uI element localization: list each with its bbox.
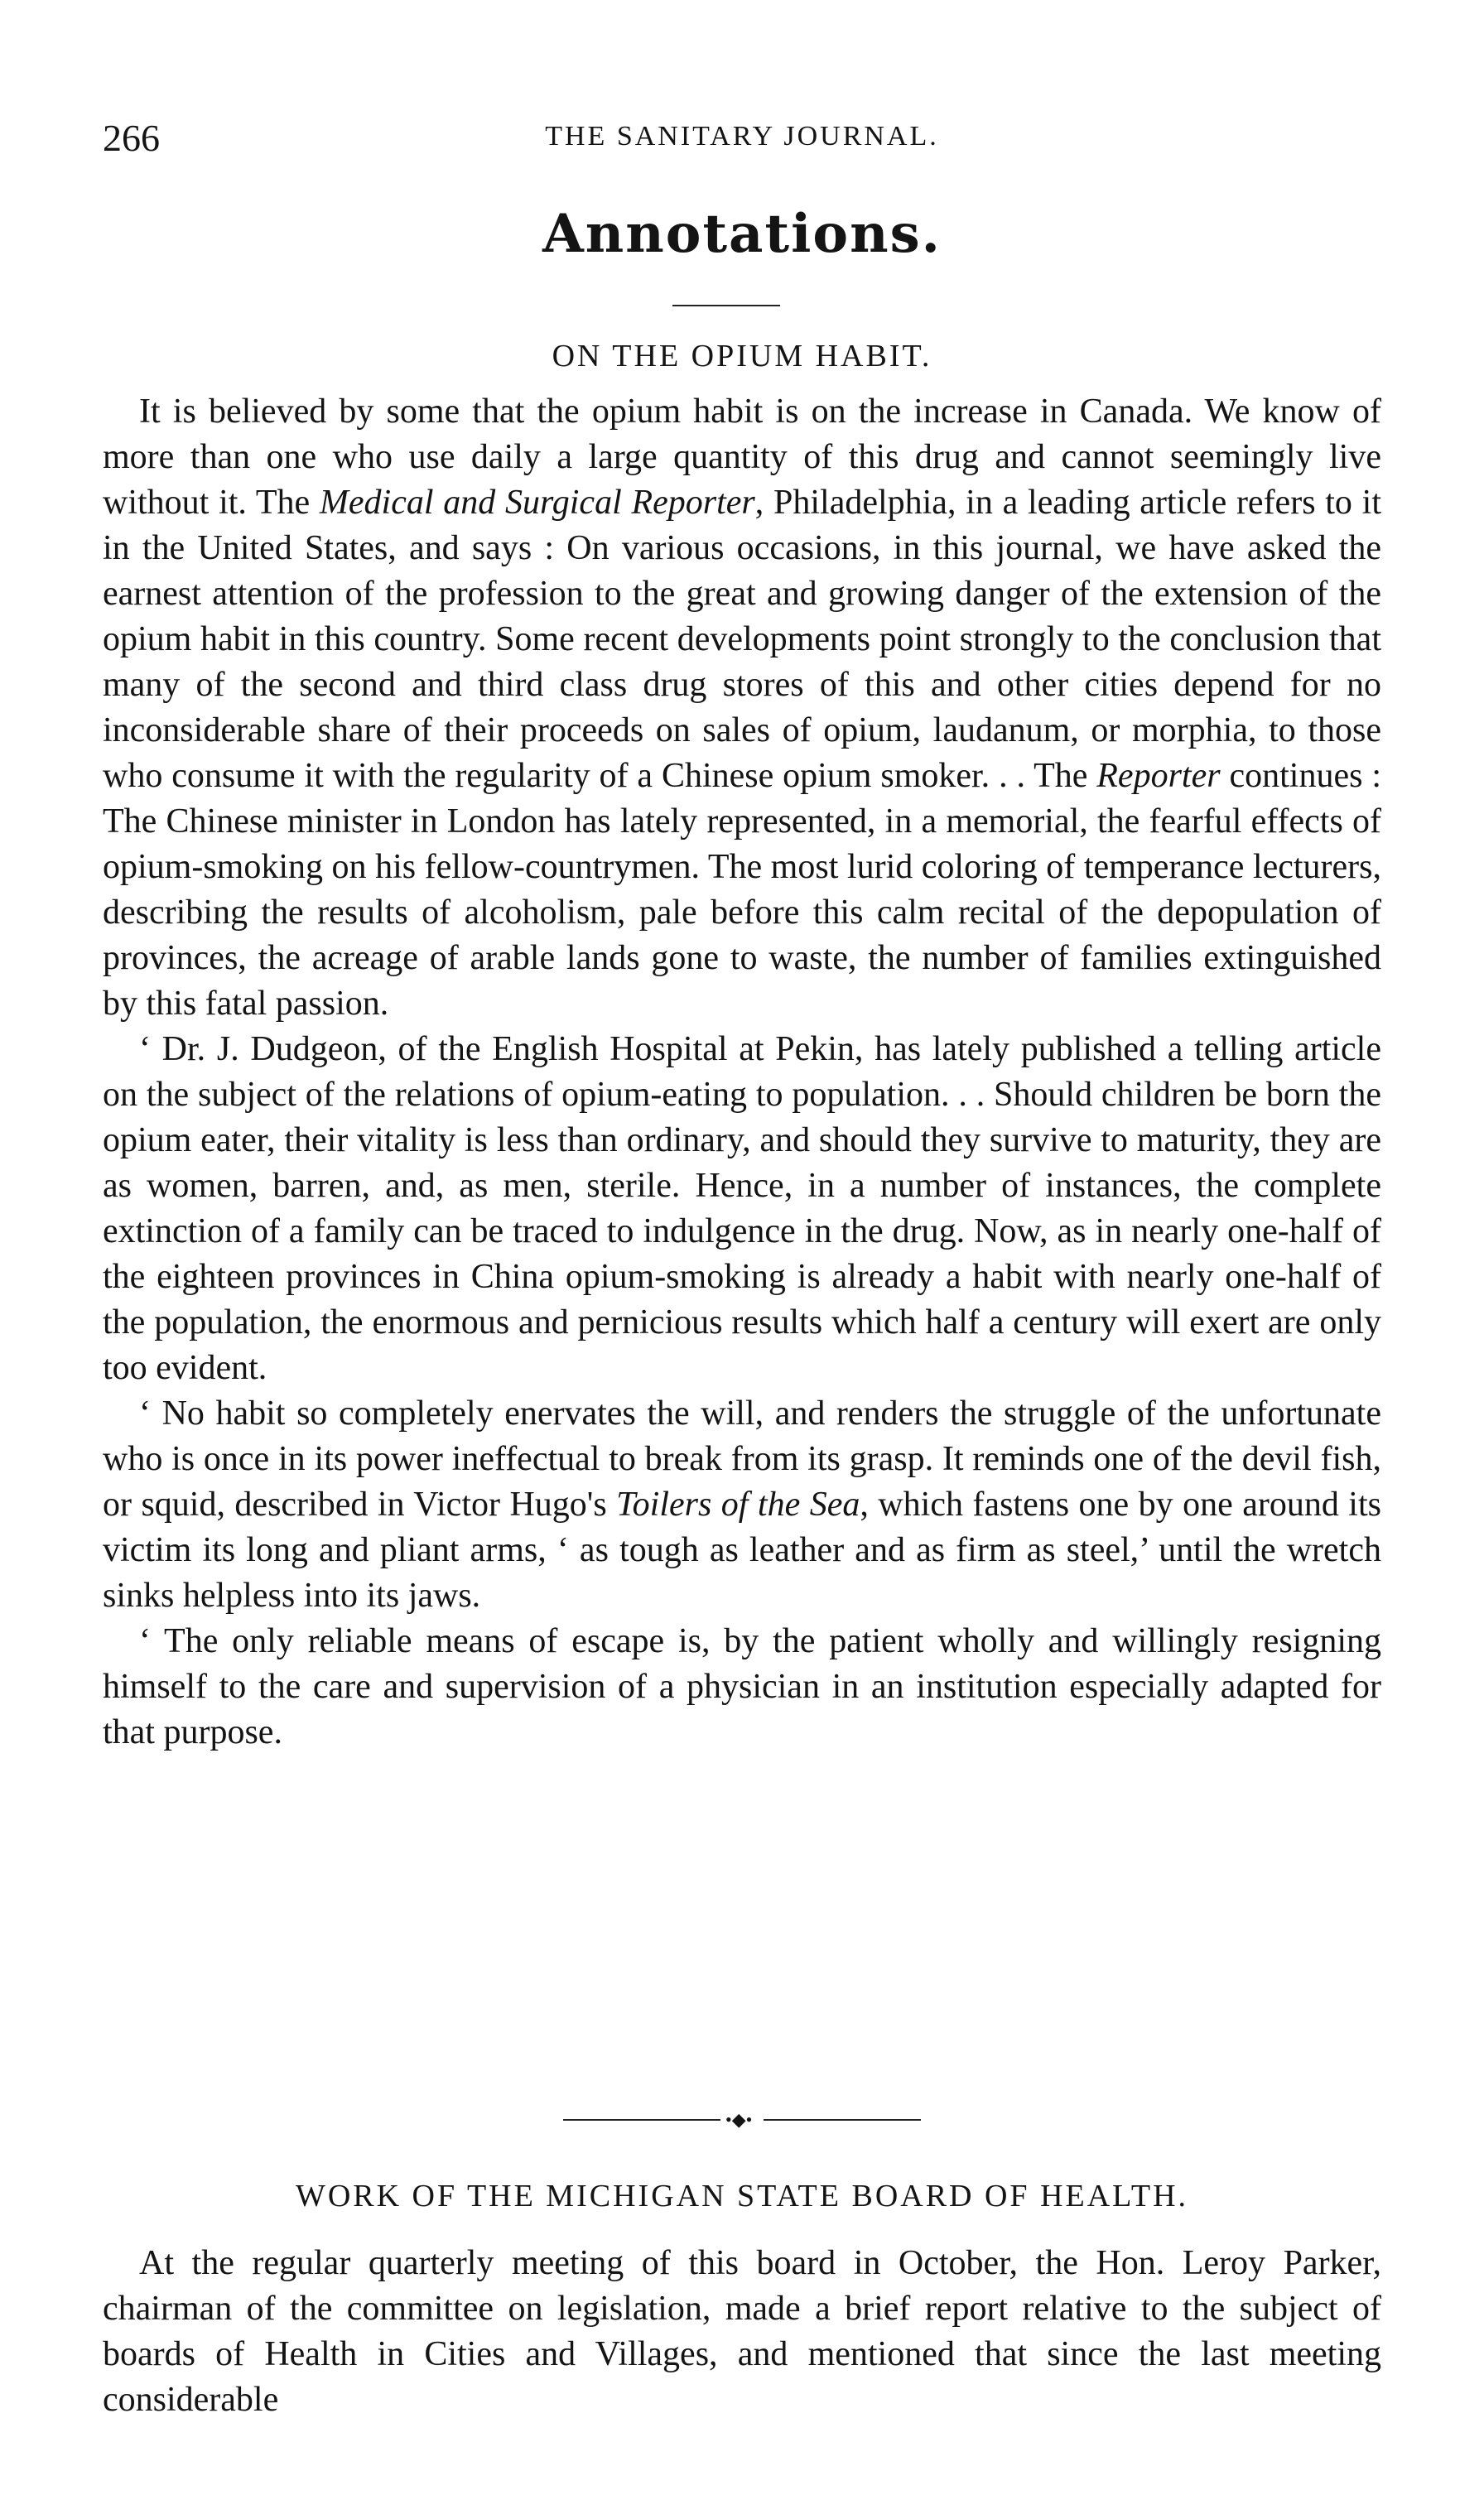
- divider-line-right: [764, 2119, 921, 2121]
- article-body-michigan: [103, 2241, 1381, 2423]
- paragraph-4: ‘ The only reliable means of escape is, by the patient wholly and willingly resigning himself to the care and supervision of a physician in an institution especially adapted for that purpose.: [103, 1622, 1381, 1751]
- journal-title: THE SANITARY JOURNAL.: [545, 121, 939, 152]
- journal-name-short: Reporter: [1096, 757, 1221, 795]
- article-title-opium: ON THE OPIUM HABIT.: [552, 339, 932, 373]
- paragraph-3: ‘ No habit so completely enervates the will, and renders the struggle of the unfortunate who is once in its power ineffectual to break from its grasp. It reminds one of the devil fish, or squid, described in Victor Hugo's Toilers of the Sea, which fastens one by one around its victim its long and pliant arms, ‘ as tough as leather and as firm as steel,’ until the wretch sinks helpless into its jaws.: [103, 1394, 1381, 1615]
- page-number: 266: [103, 117, 160, 159]
- paragraph-1: It is believed by some that the opium habit is on the increase in Canada. We know of more than one who use daily a large quantity of this drug and cannot seemingly live without it. The Medical and Surgical Reporter, Philadelphia, in a leading article refers to it in the United States, and says : On various occasions, in this journal, we have asked the earnest attention of the profession to the great and growing danger of the extension of the opium habit in this country. Some recent developments point strongly to the conclusion that many of the second and third class drug stores of this and other cities depend for no inconsiderable share of their proceeds on sales of opium, laudanum, or morphia, to those who consume it with the regularity of a Chinese opium smoker. . . The Reporter continues : The Chinese minister in London has lately represented, in a memorial, the fearful effects of opium-smoking on his fellow-countrymen. The most lurid coloring of temperance lecturers, describing the results of alcoholism, pale before this calm recital of the depopulation of provinces, the acreage of arable lands gone to waste, the number of families extinguished by this fatal passion.: [103, 393, 1381, 1023]
- article-title-michigan: WORK OF THE MICHIGAN STATE BOARD OF HEALTH.: [295, 2179, 1189, 2213]
- section-divider-ornament: [563, 2110, 921, 2130]
- paragraph-2: ‘ Dr. J. Dudgeon, of the English Hospital at Pekin, has lately published a telling article on the subject of the relations of opium-eating to population. . . Should children be born the opium eater, their vitality is less than ordinary, and should they survive to maturity, they are as women, barren, and, as men, sterile. Hence, in a number of instances, the complete extinction of a family can be traced to indulgence in the drug. Now, as in nearly one-half of the eighteen provinces in China opium-smoking is already a habit with nearly one-half of the population, the enormous and pernicious results which half a century will exert are only too evident.: [103, 1030, 1381, 1387]
- divider-glyph: •◆•: [725, 2109, 753, 2130]
- running-head: [0, 116, 1484, 166]
- paragraph-michigan-1: At the regular quarterly meeting of this board in October, the Hon. Leroy Parker, chairman of the committee on legislation, made a brief report relative to the subject of boards of Health in Cities and Villages, and mentioned that since the last meeting considerable: [103, 2244, 1381, 2419]
- article-body-opium: [103, 389, 1381, 1756]
- journal-name: Medical and Surgical Reporter: [319, 484, 755, 522]
- title-rule: [672, 305, 780, 306]
- section-title: Annotations.: [542, 203, 942, 265]
- book-title: Toilers of the Sea: [616, 1486, 860, 1524]
- divider-line-left: [563, 2119, 720, 2121]
